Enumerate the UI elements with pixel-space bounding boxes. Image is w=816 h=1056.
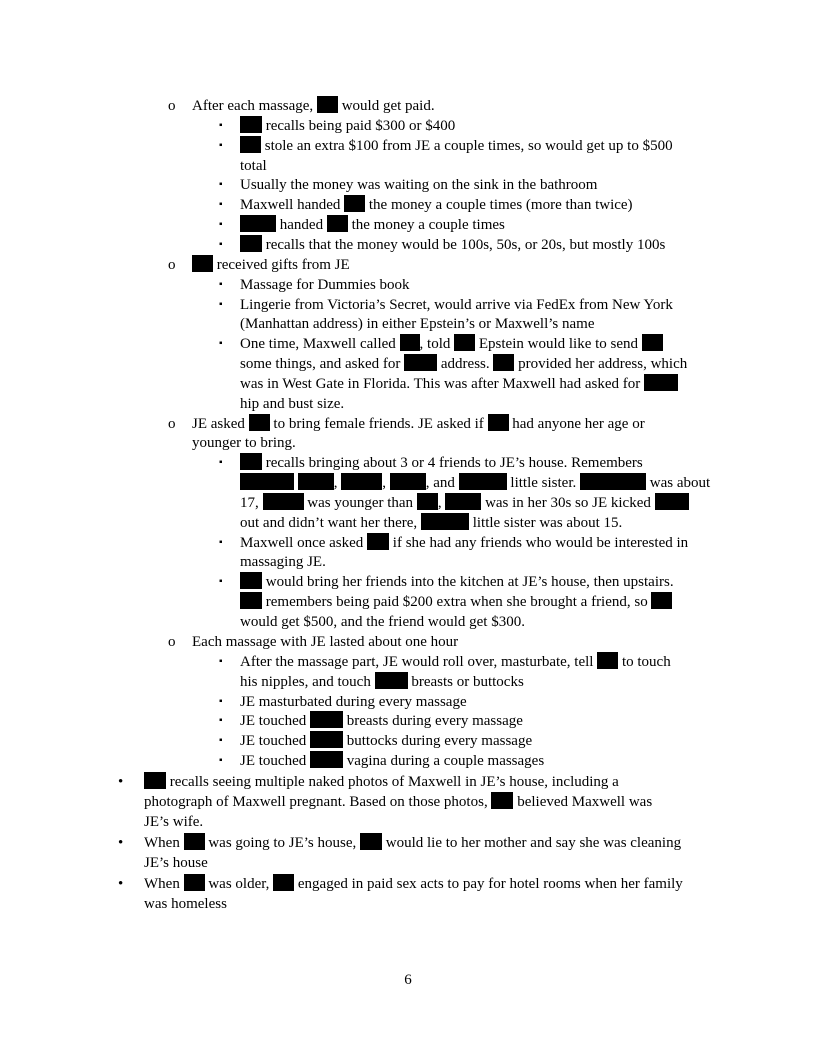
text-line: Maxwell handed the money a couple times (more than twice) [240,197,633,213]
text-line: received gifts from JE [192,255,350,275]
square-bullet: ▪ [219,219,223,230]
square-bullet: ▪ [219,179,223,190]
square-bullet: ▪ [219,199,223,210]
redaction [651,592,672,609]
square-bullet: ▪ [219,140,223,151]
text-line: was homeless [144,896,227,912]
text-line: handed the money a couple times [240,215,505,235]
redaction [360,833,382,850]
text-line: recalls seeing multiple naked photos of Maxwell in JE’s house, including a [144,772,619,792]
redaction [298,473,334,490]
square-bullet: ▪ [219,696,223,707]
text-line: One time, Maxwell called , told Epstein would like to send [240,334,663,354]
text-line: JE masturbated during every massage [240,694,467,710]
redaction [240,215,276,232]
text-line: (Manhattan address) in either Epstein’s or Maxwell’s name [240,316,595,332]
redaction [263,493,304,510]
text-line: was in West Gate in Florida. This was after Maxwell had asked for [240,374,678,394]
redaction [642,334,663,351]
redaction [655,493,689,510]
redaction [184,874,205,891]
text-line: remembers being paid $200 extra when she brought a friend, so [240,592,672,612]
text-line: Maxwell once asked if she had any friends who would be interested in [240,535,689,551]
text-line: , , , and little sister. was about [240,473,710,493]
text-line: would bring her friends into the kitchen at JE’s house, then upstairs. [240,572,674,592]
redaction [240,473,294,490]
square-bullet: ▪ [219,299,223,310]
disc-bullet: • [118,835,124,851]
redaction [375,672,408,689]
redaction [192,255,213,272]
circle-bullet: o [168,98,176,114]
text-line: photograph of Maxwell pregnant. Based on those photos, believed Maxwell was [144,794,653,810]
redaction [310,731,343,748]
circle-bullet: o [168,257,176,273]
text-line: JE touched breasts during every massage [240,713,523,729]
text-line: hip and bust size. [240,396,345,412]
text-line: massaging JE. [240,554,326,570]
square-bullet: ▪ [219,120,223,131]
redaction [341,473,382,490]
redaction [344,195,365,212]
redaction [240,572,262,589]
text-line: recalls that the money would be 100s, 50s, or 20s, but mostly 100s [240,235,665,255]
text-line: younger to bring. [192,435,296,451]
square-bullet: ▪ [219,338,223,349]
text-line: his nipples, and touch breasts or buttocks [240,674,524,690]
square-bullet: ▪ [219,279,223,290]
redaction [144,772,166,789]
redaction [240,136,261,153]
square-bullet: ▪ [219,457,223,468]
redaction [310,751,343,768]
redaction [240,116,262,133]
disc-bullet: • [118,876,124,892]
redaction [459,473,507,490]
text-line: total [240,158,267,174]
text-line: JE asked to bring female friends. JE asked if had anyone her age or [192,416,645,432]
disc-bullet: • [118,774,124,790]
redaction [400,334,420,351]
square-bullet: ▪ [219,715,223,726]
text-line: out and didn’t want her there, little sister was about 15. [240,515,623,531]
redaction [240,453,262,470]
text-line: Each massage with JE lasted about one hour [192,634,459,650]
text-line: When was older, engaged in paid sex acts to pay for hotel rooms when her family [144,876,683,892]
redaction [421,513,469,530]
square-bullet: ▪ [219,576,223,587]
text-line: When was going to JE’s house, would lie to her mother and say she was cleaning [144,835,682,851]
redaction [491,792,513,809]
text-line: stole an extra $100 from JE a couple times, so would get up to $500 [240,136,673,156]
text-line: Lingerie from Victoria’s Secret, would arrive via FedEx from New York [240,297,673,313]
redaction [249,414,270,431]
redaction [404,354,437,371]
text-line: 17, was younger than , was in her 30s so JE kicked [240,493,689,513]
text-line: After the massage part, JE would roll over, masturbate, tell to touch [240,654,671,670]
text-line: After each massage, would get paid. [192,98,435,114]
redaction [488,414,509,431]
redaction [184,833,205,850]
redaction [240,592,262,609]
redaction [493,354,514,371]
redaction [273,874,294,891]
text-line: JE touched vagina during a couple massages [240,753,545,769]
text-line: recalls bringing about 3 or 4 friends to JE’s house. Remembers [240,453,643,473]
redaction [454,334,475,351]
redaction [417,493,438,510]
text-line: JE touched buttocks during every massage [240,733,533,749]
redaction [644,374,678,391]
redaction [580,473,646,490]
circle-bullet: o [168,634,176,650]
square-bullet: ▪ [219,239,223,250]
redaction [240,235,262,252]
text-line: Usually the money was waiting on the sink in the bathroom [240,177,598,193]
text-line: some things, and asked for address. provided her address, which [240,356,688,372]
text-line: would get $500, and the friend would get $300. [240,614,525,630]
redaction [445,493,481,510]
square-bullet: ▪ [219,755,223,766]
square-bullet: ▪ [219,735,223,746]
redaction [390,473,426,490]
page-number: 6 [404,972,412,988]
text-line: JE’s house [144,855,208,871]
text-line: JE’s wife. [144,814,204,830]
redaction [317,96,338,113]
text-line: recalls being paid $300 or $400 [240,116,455,136]
square-bullet: ▪ [219,656,223,667]
circle-bullet: o [168,416,176,432]
text-line: Massage for Dummies book [240,277,410,293]
redaction [310,711,343,728]
redaction [597,652,618,669]
square-bullet: ▪ [219,537,223,548]
redaction [367,533,389,550]
redaction [327,215,348,232]
